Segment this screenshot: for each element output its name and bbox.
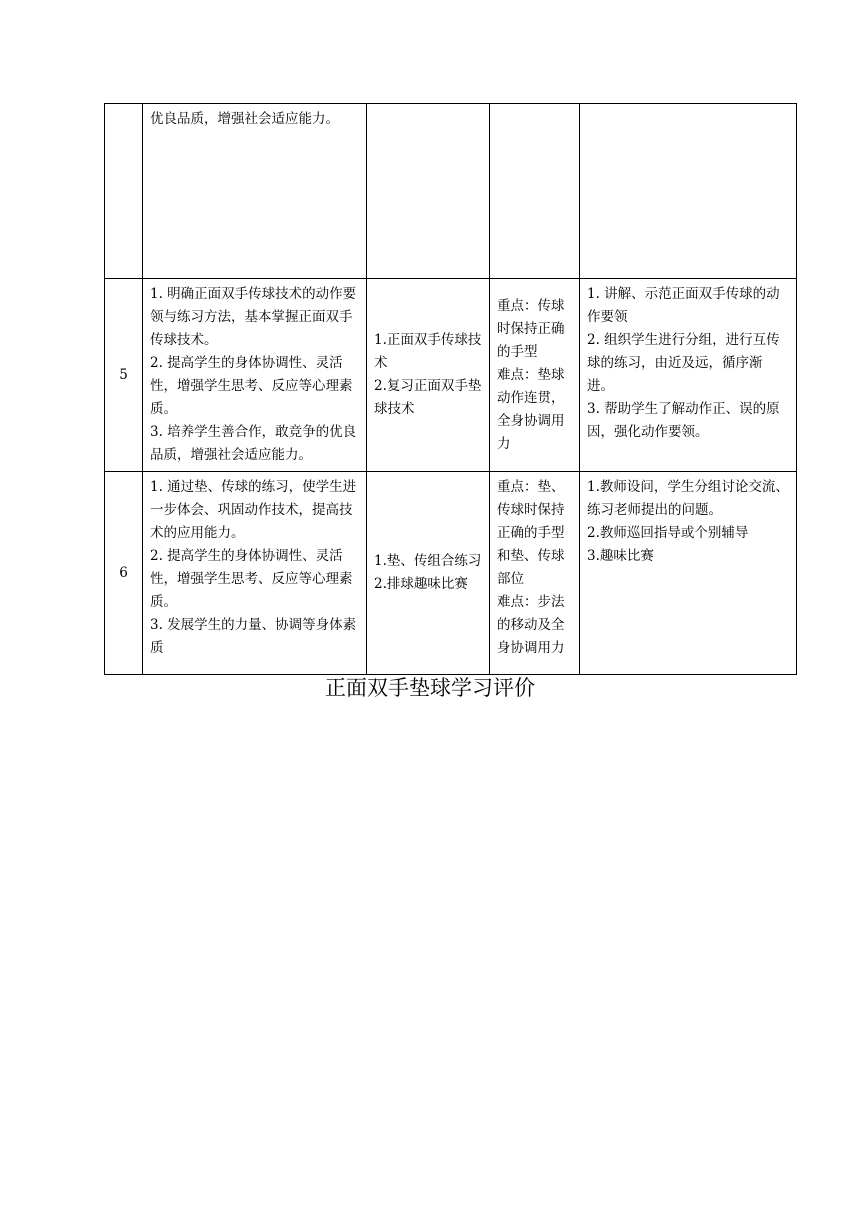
table-row xyxy=(105,104,797,279)
method-item: 2. 组织学生进行分组，进行互传球的练习，由近及远，循序渐进。 xyxy=(587,332,780,394)
method-item: 1.教师设问，学生分组讨论交流、练习老师提出的问题。 xyxy=(587,479,789,518)
section-title: 正面双手垫球学习评价 xyxy=(325,676,535,700)
key-points-cell xyxy=(490,104,580,279)
key-points-cell xyxy=(490,279,580,472)
objective-item: 3. 培养学生善合作，敢竞争的优良品质，增强社会适应能力。 xyxy=(150,424,357,463)
methods-cell xyxy=(580,472,797,675)
content-cell xyxy=(367,279,490,472)
key-point-item: 重点：传球时保持正确的手型 xyxy=(497,297,565,360)
method-item: 3.趣味比赛 xyxy=(587,548,654,564)
content-item: 1.垫、传组合练习 xyxy=(374,553,482,569)
method-item: 3. 帮助学生了解动作正、误的原因，强化动作要领。 xyxy=(587,401,780,440)
objective-item: 2. 提高学生的身体协调性、灵活性，增强学生思考、反应等心理素质。 xyxy=(150,355,353,417)
method-item: 2.教师巡回指导或个别辅导 xyxy=(587,525,749,541)
lesson-number-cell xyxy=(105,104,143,279)
key-point-item: 重点：垫、传球时保持正确的手型和垫、传球部位 xyxy=(497,479,565,587)
objective-item: 优良品质，增强社会适应能力。 xyxy=(150,111,339,127)
content-cell xyxy=(367,472,490,675)
key-point-item: 难点：步法的移动及全身协调用力 xyxy=(497,594,565,656)
methods-cell xyxy=(580,104,797,279)
lesson-number-cell xyxy=(105,472,143,675)
lesson-number: 5 xyxy=(119,366,128,383)
objective-item: 1. 通过垫、传球的练习，使学生进一步体会、巩固动作技术，提高技术的应用能力。 xyxy=(150,479,357,541)
table-row xyxy=(105,472,797,675)
methods-cell xyxy=(580,279,797,472)
content-item: 1.正面双手传球技术 xyxy=(374,332,482,371)
objectives-cell xyxy=(143,279,367,472)
objectives-cell xyxy=(143,472,367,675)
lesson-number-cell xyxy=(105,279,143,472)
lesson-number: 6 xyxy=(119,564,128,581)
method-item: 1. 讲解、示范正面双手传球的动作要领 xyxy=(587,286,780,325)
table-row xyxy=(105,279,797,472)
content-item: 2.排球趣味比赛 xyxy=(374,576,468,592)
key-point-item: 难点：垫球动作连贯，全身协调用力 xyxy=(497,366,565,452)
content-cell xyxy=(367,104,490,279)
content-item: 2.复习正面双手垫球技术 xyxy=(374,378,482,417)
key-points-cell xyxy=(490,472,580,675)
objectives-cell xyxy=(143,104,367,279)
objective-item: 3. 发展学生的力量、协调等身体素质 xyxy=(150,617,357,656)
objective-item: 2. 提高学生的身体协调性、灵活性，增强学生思考、反应等心理素质。 xyxy=(150,548,353,610)
lesson-plan-table xyxy=(104,103,797,675)
objective-item: 1. 明确正面双手传球技术的动作要领与练习方法，基本掌握正面双手传球技术。 xyxy=(150,286,357,348)
